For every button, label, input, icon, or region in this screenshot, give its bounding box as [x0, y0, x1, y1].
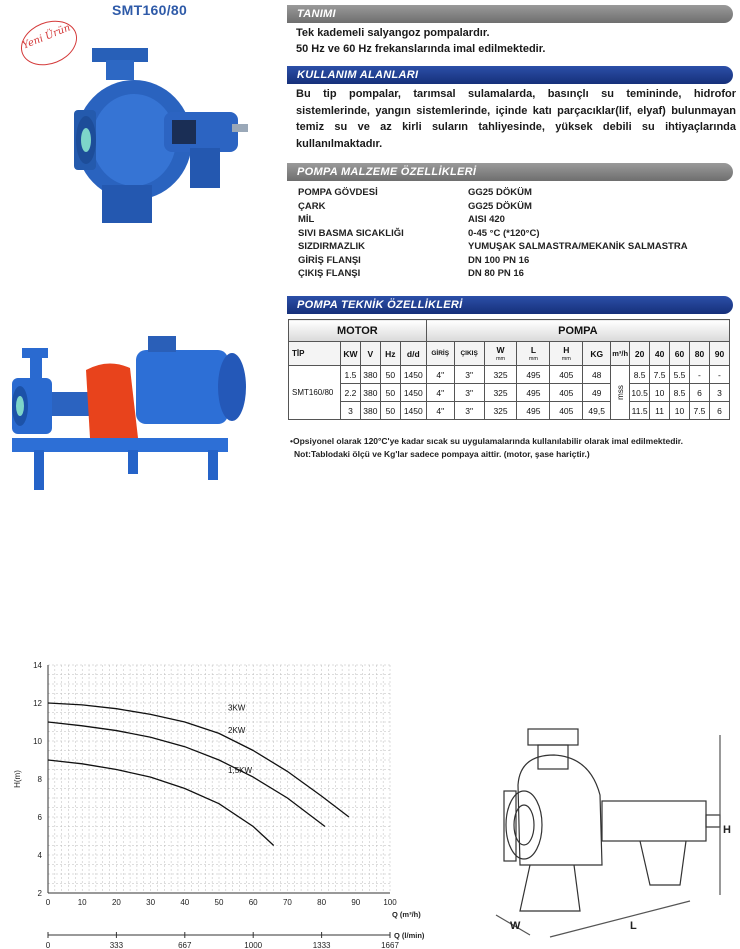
cell-l: 495: [517, 384, 550, 402]
x-axis-title: Q (m³/h): [392, 910, 421, 919]
col-h-unit: mm: [561, 356, 571, 362]
cell-head: 8.5: [670, 384, 690, 402]
material-value: 0-45 °C (*120°C): [468, 227, 540, 239]
cell-hz: 50: [380, 384, 400, 402]
model-cell: SMT160/80: [289, 366, 341, 420]
col-kw: KW: [340, 342, 360, 366]
cell-head: 8.5: [630, 366, 650, 384]
cell-head: 10: [650, 384, 670, 402]
cell-giris: 4": [426, 402, 454, 420]
spec-table: [288, 319, 730, 420]
cell-head: -: [709, 366, 729, 384]
x2-tick-label: 1667: [381, 941, 399, 949]
col-l-unit: mm: [528, 356, 538, 362]
cell-head: 7.5: [689, 402, 709, 420]
pump-dimension-diagram: [490, 715, 730, 945]
x-tick-label: 0: [45, 898, 51, 907]
mss-cell: [611, 366, 630, 420]
material-row: [298, 186, 688, 200]
x-tick-label: 80: [317, 898, 327, 907]
x-tick-label: 90: [351, 898, 361, 907]
col-l: [517, 342, 550, 366]
col-cikis: ÇIKIŞ: [454, 342, 484, 366]
x2-tick-label: 0: [45, 941, 51, 949]
x2-tick-label: 333: [109, 941, 124, 949]
cell-head: 10.5: [630, 384, 650, 402]
x2-tick-label: 1333: [312, 941, 331, 949]
y-tick-label: 14: [33, 661, 42, 670]
cell-kw: 2.2: [340, 384, 360, 402]
performance-chart: [0, 655, 460, 949]
cell-giris: 4": [426, 384, 454, 402]
note-table: Not:Tablodaki ölçü ve Kg'lar sadece pompaya aittir. (motor, şase hariçtir.): [294, 449, 590, 459]
tanimi-line-1: Tek kademeli salyangoz pompalardır.: [296, 27, 490, 39]
cell-head: 5.5: [670, 366, 690, 384]
col-w-unit: mm: [495, 356, 506, 362]
material-key: SIZDIRMAZLIK: [298, 241, 366, 252]
tanimi-line-2: 50 Hz ve 60 Hz frekanslarında imal edilmektedir.: [296, 43, 546, 55]
table-group-motor: MOTOR: [289, 320, 427, 342]
col-tip: TİP: [289, 342, 341, 366]
cell-head: 7.5: [650, 366, 670, 384]
series-line-2: [48, 722, 325, 827]
cell-dd: 1450: [400, 384, 426, 402]
cell-h: 405: [550, 366, 583, 384]
kullanim-text: Bu tip pompalar, tarımsal sulamalarda, basınçlı su temininde, hidrofor sistemlerinde, yangın sistemlerinde, içinde katı parçacıklar(lif, elyaf) bulunmayan temiz su ve az kirli suların tahliyesinde, yüksek debili su ihtiyaçlarında kullanılmaktadır.: [296, 88, 736, 150]
series-label: 1,5KW: [228, 766, 253, 776]
y-tick-label: 8: [37, 775, 42, 784]
material-row: [298, 254, 688, 268]
cell-w: 325: [484, 402, 517, 420]
note-optional: •Opsiyonel olarak 120°C'ye kadar sıcak su uygulamalarında kullanılabilir olarak imal edilmektedir.: [290, 436, 683, 446]
cell-giris: 4": [426, 366, 454, 384]
cell-head: 3: [709, 384, 729, 402]
cell-dd: 1450: [400, 402, 426, 420]
material-row: [298, 227, 688, 241]
x-tick-label: 60: [248, 898, 258, 907]
material-key: MİL: [298, 214, 315, 225]
cell-kg: 48: [583, 366, 611, 384]
cell-head: 11: [650, 402, 670, 420]
dim-h-label: H: [723, 824, 731, 836]
material-key: GİRİŞ FLANŞI: [298, 254, 361, 266]
cell-w: 325: [484, 384, 517, 402]
y-tick-label: 6: [37, 813, 42, 822]
material-row: [298, 213, 688, 227]
col-dd: d/d: [400, 342, 426, 366]
col-h: [550, 342, 583, 366]
cell-hz: 50: [380, 366, 400, 384]
dim-l-label: L: [630, 920, 637, 932]
col-flow-60: 60: [670, 342, 690, 366]
col-flow: m³/h: [611, 342, 630, 366]
table-row: [289, 384, 730, 402]
cell-cikis: 3": [454, 402, 484, 420]
material-value: GG25 DÖKÜM: [468, 200, 532, 212]
x2-tick-label: 667: [178, 941, 192, 949]
col-flow-80: 80: [689, 342, 709, 366]
table-row: [289, 402, 730, 420]
mss-label: mss: [615, 385, 625, 400]
col-flow-40: 40: [650, 342, 670, 366]
cell-head: 6: [689, 384, 709, 402]
col-w: [484, 342, 517, 366]
cell-kg: 49,5: [583, 402, 611, 420]
col-l-label: L: [530, 345, 537, 355]
series-label: 3KW: [228, 703, 246, 713]
series-label: 2KW: [228, 726, 246, 736]
cell-h: 405: [550, 402, 583, 420]
material-value: GG25 DÖKÜM: [468, 187, 532, 198]
material-key: ÇIKIŞ FLANŞI: [298, 268, 361, 279]
cell-v: 380: [360, 402, 380, 420]
col-hz: Hz: [380, 342, 400, 366]
material-key: ÇARK: [298, 200, 326, 212]
cell-v: 380: [360, 384, 380, 402]
y-tick-label: 2: [37, 889, 42, 898]
cell-kw: 3: [340, 402, 360, 420]
material-value: AISI 420: [468, 214, 505, 225]
x2-tick-label: 1000: [244, 941, 263, 949]
table-row: [289, 366, 730, 384]
material-value: DN 100 PN 16: [468, 254, 530, 266]
cell-hz: 50: [380, 402, 400, 420]
col-h-label: H: [563, 345, 570, 355]
material-key: POMPA GÖVDESİ: [298, 187, 378, 198]
cell-head: -: [689, 366, 709, 384]
cell-kw: 1.5: [340, 366, 360, 384]
x-tick-label: 20: [111, 898, 121, 907]
material-key: SIVI BASMA SICAKLIĞI: [298, 227, 404, 239]
x-tick-label: 70: [282, 898, 292, 907]
section-kullanim-bar: KULLANIM ALANLARI: [287, 66, 733, 84]
cell-cikis: 3": [454, 366, 484, 384]
y-axis-title: H(m): [13, 770, 22, 788]
cell-head: 10: [670, 402, 690, 420]
model-title: SMT160/80: [112, 2, 188, 18]
section-teknik-bar: POMPA TEKNİK ÖZELLİKLERİ: [287, 296, 733, 314]
pump-photo-top: [72, 40, 252, 230]
x-tick-label: 30: [146, 898, 156, 907]
material-row: [298, 240, 688, 254]
cell-l: 495: [517, 402, 550, 420]
material-row: [298, 200, 688, 214]
cell-dd: 1450: [400, 366, 426, 384]
col-w-label: W: [496, 345, 505, 355]
cell-v: 380: [360, 366, 380, 384]
col-flow-20: 20: [630, 342, 650, 366]
cell-head: 6: [709, 402, 729, 420]
x-tick-label: 40: [180, 898, 190, 907]
x-tick-label: 100: [383, 898, 397, 907]
y-tick-label: 10: [33, 737, 42, 746]
x2-axis-title: Q (l/min): [394, 931, 425, 940]
col-kg: KG: [583, 342, 611, 366]
col-giris: GİRİŞ: [426, 342, 454, 366]
cell-w: 325: [484, 366, 517, 384]
section-tanimi-bar: TANIMI: [287, 5, 733, 23]
cell-l: 495: [517, 366, 550, 384]
table-group-pompa: POMPA: [426, 320, 729, 342]
section-malzeme-bar: POMPA MALZEME ÖZELLİKLERİ: [287, 163, 733, 181]
x-tick-label: 50: [214, 898, 224, 907]
cell-head: 11.5: [630, 402, 650, 420]
cell-h: 405: [550, 384, 583, 402]
cell-cikis: 3": [454, 384, 484, 402]
pump-motor-photo: [8, 330, 248, 495]
dim-w-label: W: [510, 920, 521, 932]
material-row: [298, 267, 688, 281]
y-tick-label: 4: [37, 851, 42, 860]
material-value: YUMUŞAK SALMASTRA/MEKANİK SALMASTRA: [468, 241, 688, 252]
material-value: DN 80 PN 16: [468, 268, 524, 279]
y-tick-label: 12: [33, 699, 42, 708]
x-tick-label: 10: [77, 898, 87, 907]
new-product-stamp: Yeni Ürün: [14, 13, 84, 74]
col-v: V: [360, 342, 380, 366]
cell-kg: 49: [583, 384, 611, 402]
col-flow-90: 90: [709, 342, 729, 366]
material-list: [298, 186, 688, 281]
